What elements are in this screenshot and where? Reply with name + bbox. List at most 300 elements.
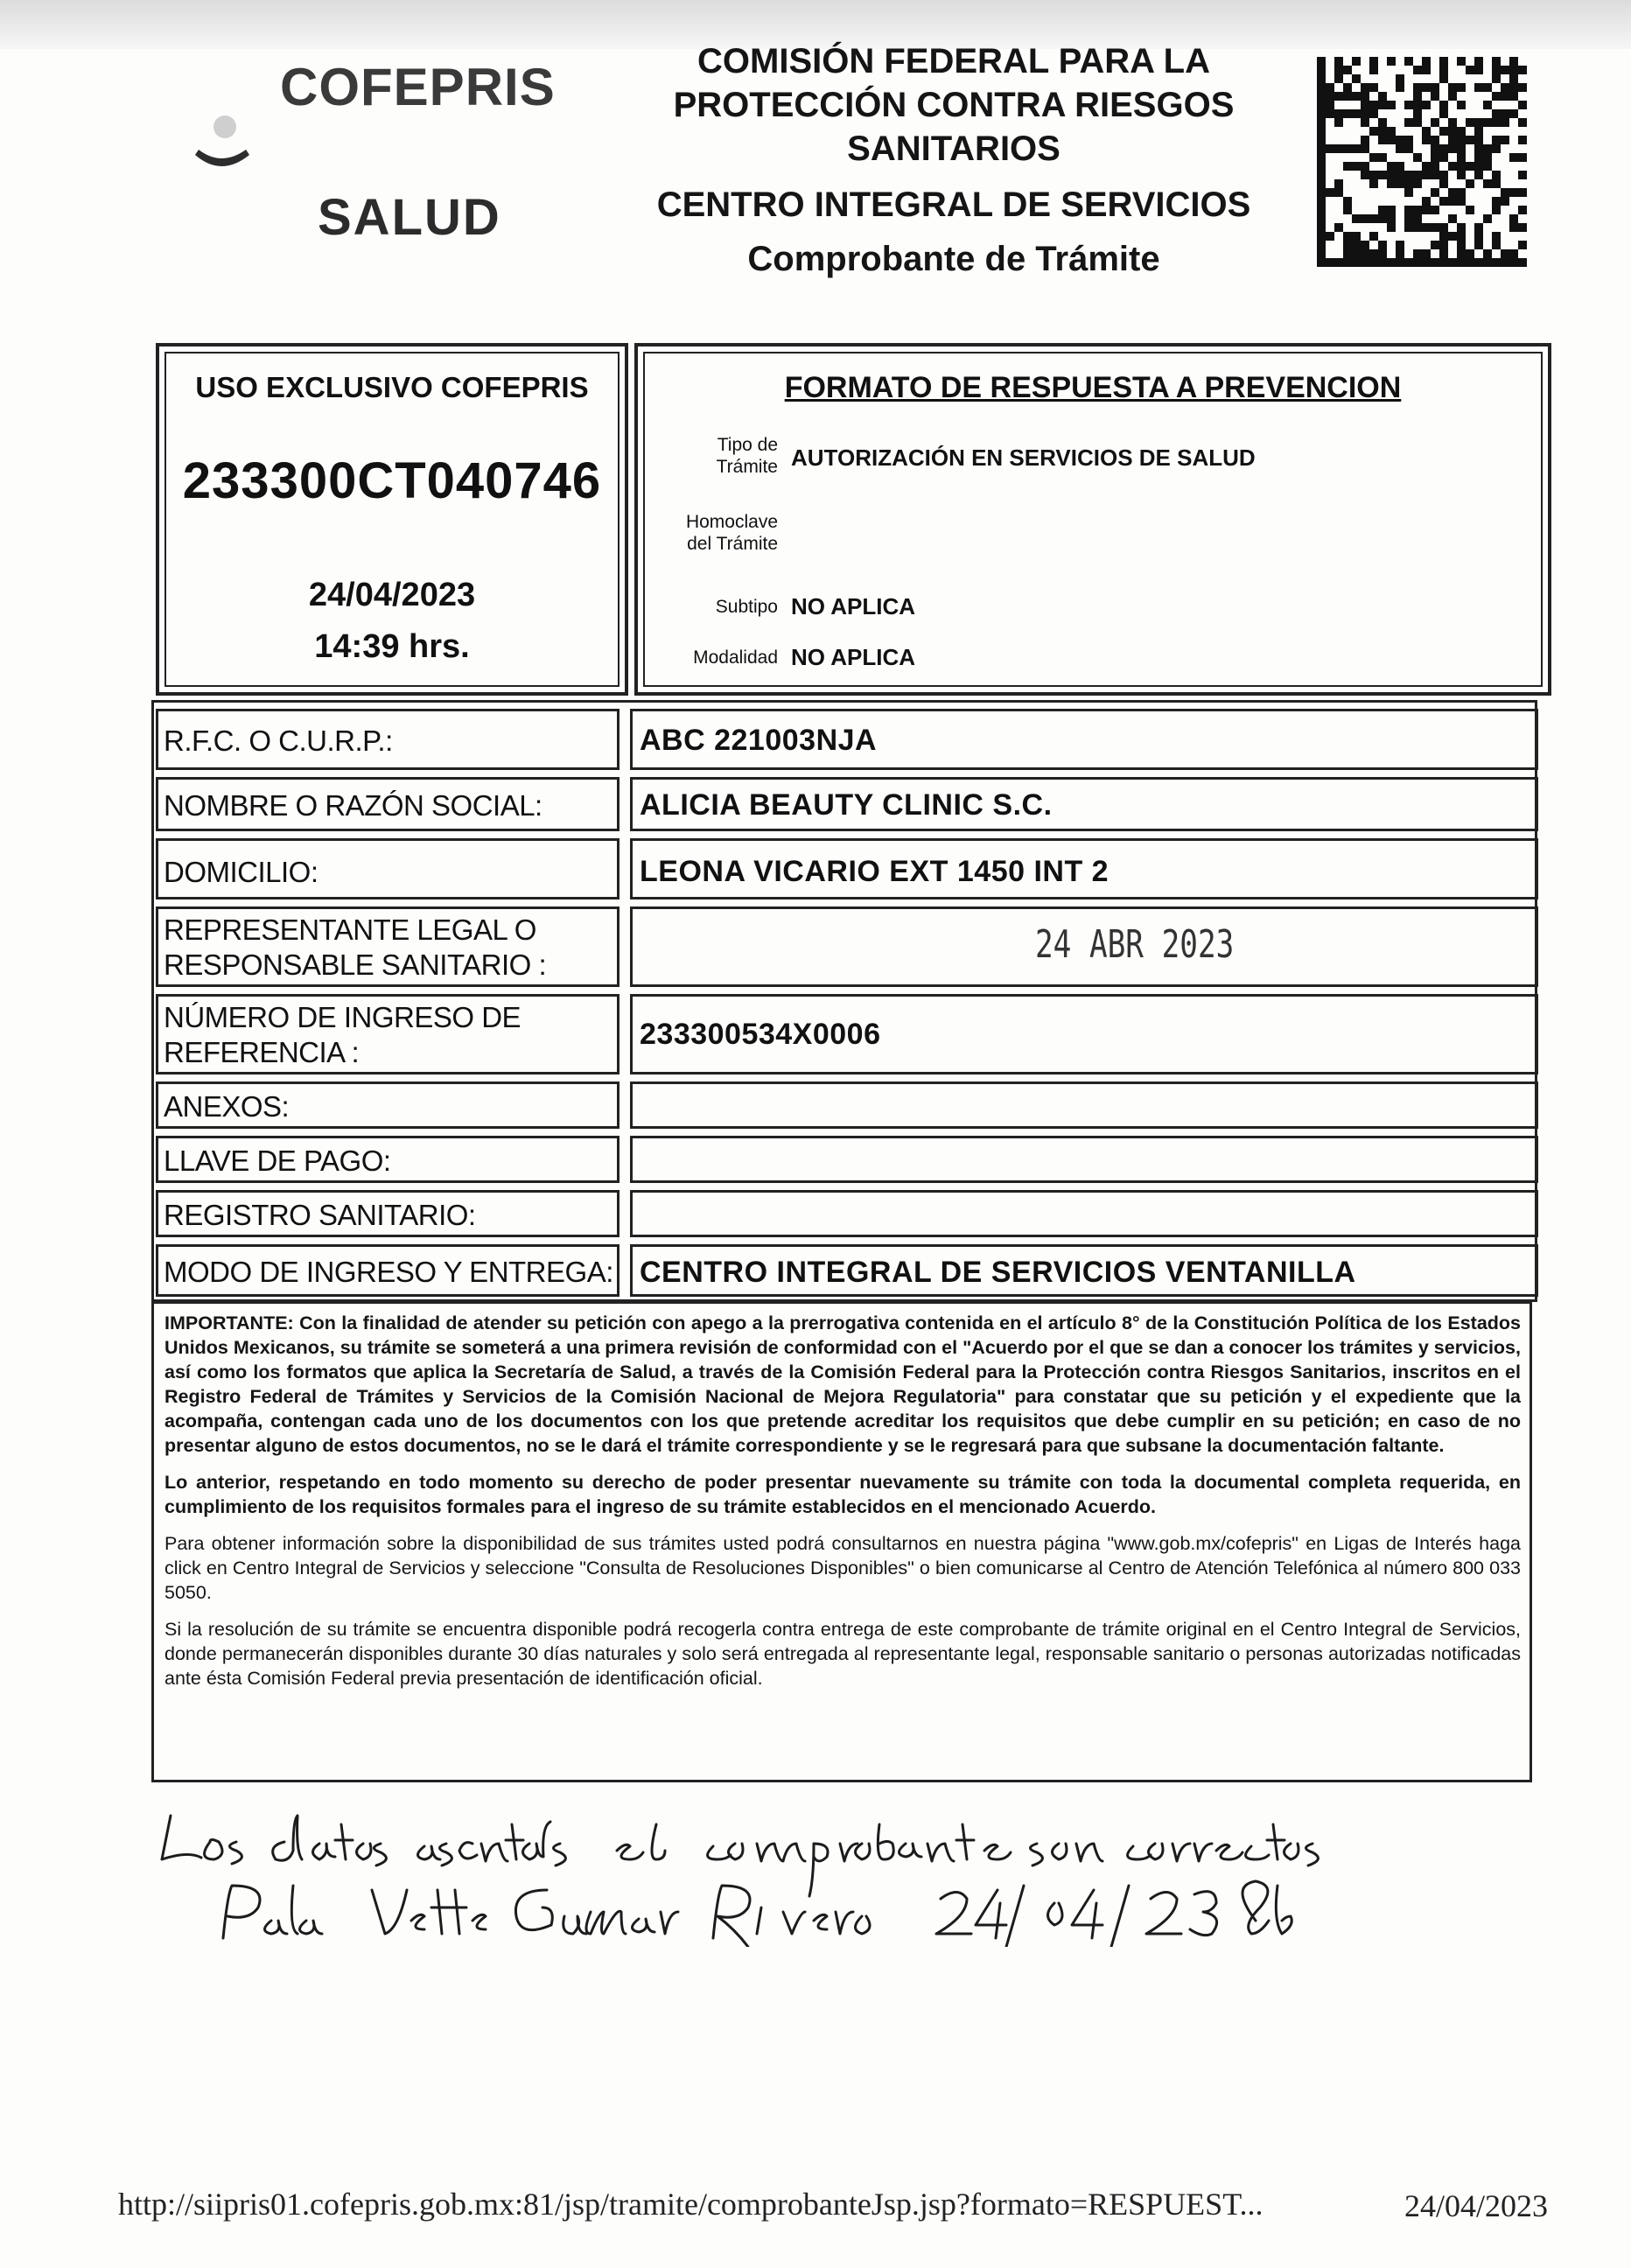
qr-cell bbox=[1317, 57, 1326, 66]
qr-cell bbox=[1474, 57, 1483, 66]
qr-cell bbox=[1448, 92, 1457, 101]
qr-cell bbox=[1431, 206, 1439, 214]
modalidad-label: Modalidad bbox=[693, 648, 778, 668]
qr-cell bbox=[1343, 144, 1352, 153]
registro-value-cell bbox=[630, 1190, 1538, 1237]
qr-cell bbox=[1518, 153, 1527, 162]
qr-cell bbox=[1404, 57, 1413, 66]
qr-cell bbox=[1369, 249, 1378, 258]
qr-cell bbox=[1317, 162, 1326, 171]
representante-label-line-2: RESPONSABLE SANITARIO : bbox=[164, 948, 547, 981]
qr-cell bbox=[1439, 74, 1448, 83]
qr-cell bbox=[1369, 57, 1378, 66]
qr-cell bbox=[1492, 197, 1501, 206]
qr-cell bbox=[1413, 171, 1422, 179]
qr-cell bbox=[1492, 206, 1501, 214]
qr-cell bbox=[1361, 258, 1369, 267]
qr-cell bbox=[1343, 109, 1352, 118]
qr-cell bbox=[1378, 153, 1387, 162]
formato-title: FORMATO DE RESPUESTA A PREVENCION bbox=[784, 371, 1402, 404]
qr-cell bbox=[1404, 101, 1413, 109]
qr-cell bbox=[1369, 171, 1378, 179]
qr-cell bbox=[1378, 171, 1387, 179]
logo-sub: SALUD bbox=[318, 189, 501, 246]
qr-cell bbox=[1457, 101, 1466, 109]
qr-cell bbox=[1413, 118, 1422, 127]
rfc-label: R.F.C. O C.U.R.P.: bbox=[164, 724, 393, 757]
qr-cell bbox=[1448, 258, 1457, 267]
qr-cell bbox=[1369, 153, 1378, 162]
qr-cell bbox=[1396, 83, 1404, 92]
qr-cell bbox=[1518, 136, 1527, 144]
qr-cell bbox=[1466, 136, 1474, 144]
qr-cell bbox=[1474, 162, 1483, 171]
qr-cell bbox=[1448, 144, 1457, 153]
qr-cell bbox=[1466, 206, 1474, 214]
rfc-value: ABC 221003NJA bbox=[640, 724, 878, 757]
qr-cell bbox=[1326, 188, 1334, 197]
qr-cell bbox=[1317, 197, 1326, 206]
qr-cell bbox=[1361, 171, 1369, 179]
qr-cell bbox=[1439, 179, 1448, 188]
qr-cell bbox=[1439, 241, 1448, 249]
document-subtitle: Comprobante de Trámite bbox=[747, 240, 1160, 278]
qr-cell bbox=[1492, 74, 1501, 83]
llave-pago-label-cell bbox=[156, 1136, 620, 1183]
domicilio-value-cell bbox=[630, 838, 1538, 900]
modo-ingreso-value: CENTRO INTEGRAL DE SERVICIOS VENTANILLA bbox=[640, 1256, 1356, 1289]
qr-cell bbox=[1343, 92, 1352, 101]
row-representante bbox=[156, 906, 1538, 987]
qr-cell bbox=[1317, 83, 1326, 92]
qr-cell bbox=[1317, 171, 1326, 179]
qr-cell bbox=[1509, 92, 1518, 101]
qr-cell bbox=[1422, 162, 1431, 171]
qr-cell bbox=[1448, 162, 1457, 171]
qr-cell bbox=[1326, 101, 1334, 109]
qr-cell bbox=[1352, 92, 1361, 101]
qr-cell bbox=[1422, 127, 1431, 136]
qr-cell bbox=[1483, 153, 1492, 162]
qr-cell bbox=[1457, 241, 1466, 249]
qr-cell bbox=[1439, 66, 1448, 74]
qr-cell bbox=[1431, 223, 1439, 232]
qr-cell bbox=[1326, 144, 1334, 153]
qr-cell bbox=[1317, 188, 1326, 197]
qr-cell bbox=[1422, 101, 1431, 109]
qr-cell bbox=[1492, 118, 1501, 127]
qr-cell bbox=[1483, 83, 1492, 92]
qr-cell bbox=[1334, 188, 1343, 197]
qr-cell bbox=[1509, 188, 1518, 197]
qr-cell bbox=[1352, 232, 1361, 241]
row-llave-pago bbox=[156, 1136, 1538, 1183]
notice-paragraph-3: Para obtener información sobre la disponibilidad de sus trámites usted podrá consultarnos en nuestra página "www.gob.mx/cofepris" en Ligas de Interés haga click en Centro Integral de Servicios y seleccione "Consulta de Resoluciones Disponibles" o bien comunicarse al Centro de Atención Telefónica al número 800 033 5050. bbox=[164, 1533, 1521, 1603]
qr-cell bbox=[1518, 258, 1527, 267]
registro-label: REGISTRO SANITARIO: bbox=[164, 1199, 476, 1231]
qr-cell bbox=[1439, 223, 1448, 232]
qr-cell bbox=[1396, 144, 1404, 153]
qr-cell bbox=[1334, 74, 1343, 83]
qr-cell bbox=[1439, 144, 1448, 153]
qr-cell bbox=[1413, 153, 1422, 162]
qr-cell bbox=[1413, 83, 1422, 92]
qr-cell bbox=[1466, 249, 1474, 258]
qr-cell bbox=[1369, 101, 1378, 109]
qr-cell bbox=[1334, 179, 1343, 188]
qr-cell bbox=[1501, 136, 1509, 144]
qr-cell bbox=[1509, 249, 1518, 258]
qr-cell bbox=[1457, 162, 1466, 171]
homoclave-label-line-2: del Trámite bbox=[687, 534, 778, 554]
qr-cell bbox=[1457, 83, 1466, 92]
qr-cell bbox=[1387, 136, 1396, 144]
qr-code-icon bbox=[1317, 57, 1527, 267]
qr-cell bbox=[1369, 109, 1378, 118]
qr-cell bbox=[1343, 232, 1352, 241]
qr-cell bbox=[1343, 206, 1352, 214]
uso-exclusivo-title: USO EXCLUSIVO COFEPRIS bbox=[195, 371, 589, 403]
qr-cell bbox=[1396, 258, 1404, 267]
qr-cell bbox=[1457, 136, 1466, 144]
qr-cell bbox=[1501, 92, 1509, 101]
qr-cell bbox=[1317, 249, 1326, 258]
qr-cell bbox=[1361, 162, 1369, 171]
qr-cell bbox=[1518, 188, 1527, 197]
qr-cell bbox=[1439, 232, 1448, 241]
nombre-value-cell bbox=[630, 777, 1538, 831]
domicilio-value: LEONA VICARIO EXT 1450 INT 2 bbox=[640, 855, 1110, 888]
row-domicilio bbox=[156, 838, 1538, 900]
notice-paragraph-2: Lo anterior, respetando en todo momento su derecho de poder presentar nuevamente su trámite con toda la documental completa requerida, en cumplimiento de los requisitos formales para el ingreso de su trámite establecidos en el mencionado Acuerdo. bbox=[164, 1472, 1521, 1517]
qr-cell bbox=[1492, 144, 1501, 153]
qr-cell bbox=[1378, 241, 1387, 249]
qr-cell bbox=[1317, 101, 1326, 109]
qr-cell bbox=[1361, 241, 1369, 249]
qr-cell bbox=[1509, 57, 1518, 66]
qr-cell bbox=[1431, 118, 1439, 127]
folio-number: 233300CT040746 bbox=[182, 452, 602, 509]
qr-cell bbox=[1501, 109, 1509, 118]
qr-cell bbox=[1431, 153, 1439, 162]
qr-cell bbox=[1509, 153, 1518, 162]
nombre-value: ALICIA BEAUTY CLINIC S.C. bbox=[640, 788, 1053, 822]
qr-cell bbox=[1361, 214, 1369, 223]
representante-label-line-1: REPRESENTANTE LEGAL O bbox=[164, 914, 536, 946]
qr-cell bbox=[1361, 136, 1369, 144]
qr-cell bbox=[1439, 101, 1448, 109]
qr-cell bbox=[1439, 197, 1448, 206]
qr-cell bbox=[1396, 179, 1404, 188]
qr-cell bbox=[1501, 197, 1509, 206]
qr-cell bbox=[1509, 66, 1518, 74]
qr-cell bbox=[1431, 144, 1439, 153]
qr-cell bbox=[1474, 153, 1483, 162]
qr-cell bbox=[1361, 144, 1369, 153]
qr-cell bbox=[1343, 249, 1352, 258]
qr-cell bbox=[1378, 258, 1387, 267]
qr-cell bbox=[1404, 118, 1413, 127]
numero-ingreso-label-line-1: NÚMERO DE INGRESO DE bbox=[164, 1001, 522, 1033]
anexos-label: ANEXOS: bbox=[164, 1090, 290, 1123]
subtipo-value: NO APLICA bbox=[791, 593, 916, 620]
qr-cell bbox=[1474, 118, 1483, 127]
qr-cell bbox=[1431, 241, 1439, 249]
qr-cell bbox=[1431, 136, 1439, 144]
footer-url: http://siipris01.cofepris.gob.mx:81/jsp/tramite/comprobanteJsp.jsp?formato=RESPUEST... bbox=[118, 2187, 1264, 2222]
title-line-1: COMISIÓN FEDERAL PARA LA bbox=[697, 42, 1210, 80]
qr-cell bbox=[1369, 179, 1378, 188]
qr-cell bbox=[1509, 258, 1518, 267]
domicilio-label-cell bbox=[156, 838, 620, 900]
tipo-label bbox=[638, 434, 778, 478]
qr-cell bbox=[1378, 118, 1387, 127]
qr-cell bbox=[1501, 83, 1509, 92]
qr-cell bbox=[1387, 179, 1396, 188]
qr-cell bbox=[1509, 223, 1518, 232]
qr-cell bbox=[1334, 109, 1343, 118]
qr-cell bbox=[1422, 223, 1431, 232]
qr-cell bbox=[1334, 118, 1343, 127]
qr-cell bbox=[1422, 197, 1431, 206]
numero-ingreso-label-cell bbox=[156, 994, 620, 1074]
qr-cell bbox=[1413, 223, 1422, 232]
cofepris-logo-mark bbox=[188, 83, 284, 179]
qr-cell bbox=[1466, 162, 1474, 171]
qr-cell bbox=[1334, 66, 1343, 74]
qr-cell bbox=[1483, 162, 1492, 171]
rfc-label-cell bbox=[156, 709, 620, 770]
qr-cell bbox=[1352, 74, 1361, 83]
qr-cell bbox=[1457, 153, 1466, 162]
qr-cell bbox=[1422, 136, 1431, 144]
qr-cell bbox=[1492, 232, 1501, 241]
handwritten-note bbox=[153, 1789, 1466, 1947]
qr-cell bbox=[1483, 214, 1492, 223]
qr-cell bbox=[1474, 66, 1483, 74]
qr-cell bbox=[1326, 109, 1334, 118]
qr-cell bbox=[1352, 109, 1361, 118]
qr-cell bbox=[1448, 83, 1457, 92]
qr-cell bbox=[1457, 127, 1466, 136]
qr-cell bbox=[1361, 83, 1369, 92]
qr-cell bbox=[1387, 101, 1396, 109]
qr-cell bbox=[1404, 206, 1413, 214]
notice-paragraph-4: Si la resolución de su trámite se encuentra disponible podrá recogerla contra entrega de este comprobante de trámite original en el Centro Integral de Servicios, donde permanecerán disponibles durante 30 días naturales y solo será entregada al representante legal, responsable sanitario o personas autorizadas notificadas ante ésta Comisión Federal previa presentación de identificación oficial. bbox=[164, 1619, 1521, 1689]
qr-cell bbox=[1378, 214, 1387, 223]
title-line-2: PROTECCIÓN CONTRA RIESGOS bbox=[673, 86, 1235, 124]
title-line-3: SANITARIOS bbox=[847, 130, 1060, 168]
qr-cell bbox=[1431, 258, 1439, 267]
qr-cell bbox=[1457, 232, 1466, 241]
qr-cell bbox=[1457, 197, 1466, 206]
qr-cell bbox=[1387, 223, 1396, 232]
footer-date: 24/04/2023 bbox=[1404, 2188, 1549, 2223]
anexos-value-cell bbox=[630, 1082, 1538, 1129]
qr-cell bbox=[1501, 249, 1509, 258]
qr-cell bbox=[1396, 171, 1404, 179]
qr-cell bbox=[1457, 144, 1466, 153]
qr-cell bbox=[1317, 223, 1326, 232]
qr-cell bbox=[1352, 144, 1361, 153]
qr-cell bbox=[1457, 249, 1466, 258]
qr-cell bbox=[1343, 241, 1352, 249]
qr-cell bbox=[1518, 241, 1527, 249]
qr-cell bbox=[1509, 109, 1518, 118]
qr-cell bbox=[1387, 206, 1396, 214]
qr-cell bbox=[1413, 101, 1422, 109]
qr-cell bbox=[1474, 223, 1483, 232]
numero-ingreso-value: 233300534X0006 bbox=[640, 1018, 881, 1051]
qr-cell bbox=[1378, 206, 1387, 214]
homoclave-label bbox=[638, 511, 778, 555]
tipo-value: AUTORIZACIÓN EN SERVICIOS DE SALUD bbox=[791, 444, 1256, 471]
qr-cell bbox=[1326, 232, 1334, 241]
logo-word: COFEPRIS bbox=[280, 58, 556, 116]
qr-cell bbox=[1448, 232, 1457, 241]
qr-cell bbox=[1439, 153, 1448, 162]
qr-cell bbox=[1474, 127, 1483, 136]
qr-cell bbox=[1413, 66, 1422, 74]
qr-cell bbox=[1378, 101, 1387, 109]
qr-cell bbox=[1317, 136, 1326, 144]
qr-cell bbox=[1518, 206, 1527, 214]
qr-cell bbox=[1483, 118, 1492, 127]
qr-cell bbox=[1422, 249, 1431, 258]
qr-cell bbox=[1483, 179, 1492, 188]
qr-cell bbox=[1317, 127, 1326, 136]
qr-cell bbox=[1501, 66, 1509, 74]
qr-cell bbox=[1378, 92, 1387, 101]
qr-cell bbox=[1343, 162, 1352, 171]
qr-cell bbox=[1439, 109, 1448, 118]
qr-cell bbox=[1518, 101, 1527, 109]
qr-cell bbox=[1422, 66, 1431, 74]
qr-cell bbox=[1501, 188, 1509, 197]
row-modo-ingreso bbox=[156, 1244, 1538, 1297]
qr-cell bbox=[1448, 214, 1457, 223]
llave-pago-label: LLAVE DE PAGO: bbox=[164, 1144, 391, 1177]
qr-cell bbox=[1439, 127, 1448, 136]
qr-cell bbox=[1509, 83, 1518, 92]
qr-cell bbox=[1413, 92, 1422, 101]
qr-cell bbox=[1413, 249, 1422, 258]
qr-cell bbox=[1317, 258, 1326, 267]
qr-cell bbox=[1492, 92, 1501, 101]
qr-cell bbox=[1404, 258, 1413, 267]
qr-cell bbox=[1474, 241, 1483, 249]
qr-cell bbox=[1474, 83, 1483, 92]
qr-cell bbox=[1518, 118, 1527, 127]
qr-cell bbox=[1474, 136, 1483, 144]
qr-cell bbox=[1369, 258, 1378, 267]
received-stamp: 24 ABR 2023 bbox=[1035, 922, 1235, 967]
qr-cell bbox=[1466, 118, 1474, 127]
qr-cell bbox=[1404, 171, 1413, 179]
qr-cell bbox=[1317, 74, 1326, 83]
tipo-label-line-2: Trámite bbox=[716, 457, 778, 477]
qr-cell bbox=[1501, 258, 1509, 267]
numero-ingreso-value-cell bbox=[630, 994, 1538, 1074]
qr-cell bbox=[1422, 206, 1431, 214]
anexos-label-cell bbox=[156, 1082, 620, 1129]
qr-cell bbox=[1352, 249, 1361, 258]
qr-cell bbox=[1343, 66, 1352, 74]
qr-cell bbox=[1404, 136, 1413, 144]
row-nombre bbox=[156, 777, 1538, 831]
qr-cell bbox=[1492, 171, 1501, 179]
formato-box bbox=[634, 343, 1551, 696]
qr-cell bbox=[1404, 144, 1413, 153]
qr-cell bbox=[1492, 109, 1501, 118]
qr-cell bbox=[1474, 144, 1483, 153]
qr-cell bbox=[1439, 258, 1448, 267]
qr-cell bbox=[1457, 188, 1466, 197]
qr-cell bbox=[1361, 92, 1369, 101]
qr-cell bbox=[1457, 223, 1466, 232]
llave-pago-value-cell bbox=[630, 1136, 1538, 1183]
uso-exclusivo-box bbox=[156, 343, 628, 696]
qr-cell bbox=[1387, 57, 1396, 66]
modo-ingreso-value-cell bbox=[630, 1244, 1538, 1297]
center-name: CENTRO INTEGRAL DE SERVICIOS bbox=[656, 186, 1251, 224]
qr-cell bbox=[1439, 249, 1448, 258]
qr-cell bbox=[1317, 241, 1326, 249]
nombre-label-cell bbox=[156, 777, 620, 831]
notice-text bbox=[164, 1311, 1521, 1690]
qr-cell bbox=[1378, 249, 1387, 258]
qr-cell bbox=[1492, 241, 1501, 249]
qr-cell bbox=[1343, 258, 1352, 267]
qr-cell bbox=[1352, 162, 1361, 171]
qr-cell bbox=[1474, 258, 1483, 267]
qr-cell bbox=[1396, 162, 1404, 171]
qr-cell bbox=[1334, 144, 1343, 153]
qr-cell bbox=[1466, 179, 1474, 188]
qr-cell bbox=[1431, 162, 1439, 171]
qr-cell bbox=[1492, 258, 1501, 267]
qr-cell bbox=[1387, 258, 1396, 267]
tipo-label-line-1: Tipo de bbox=[717, 435, 778, 455]
qr-cell bbox=[1352, 258, 1361, 267]
qr-cell bbox=[1317, 66, 1326, 74]
qr-cell bbox=[1483, 258, 1492, 267]
qr-cell bbox=[1352, 57, 1361, 66]
qr-cell bbox=[1343, 83, 1352, 92]
qr-cell bbox=[1518, 83, 1527, 92]
qr-cell bbox=[1334, 92, 1343, 101]
qr-cell bbox=[1317, 153, 1326, 162]
qr-cell bbox=[1404, 214, 1413, 223]
qr-cell bbox=[1431, 92, 1439, 101]
qr-cell bbox=[1413, 206, 1422, 214]
homoclave-label-line-1: Homoclave bbox=[685, 512, 778, 532]
qr-cell bbox=[1387, 214, 1396, 223]
qr-cell bbox=[1413, 214, 1422, 223]
qr-cell bbox=[1361, 249, 1369, 258]
qr-cell bbox=[1413, 179, 1422, 188]
qr-cell bbox=[1361, 118, 1369, 127]
qr-cell bbox=[1518, 66, 1527, 74]
qr-cell bbox=[1387, 171, 1396, 179]
qr-cell bbox=[1361, 109, 1369, 118]
row-rfc bbox=[156, 709, 1538, 770]
qr-cell bbox=[1431, 83, 1439, 92]
qr-cell bbox=[1474, 171, 1483, 179]
qr-cell bbox=[1457, 171, 1466, 179]
qr-cell bbox=[1483, 101, 1492, 109]
qr-cell bbox=[1369, 232, 1378, 241]
